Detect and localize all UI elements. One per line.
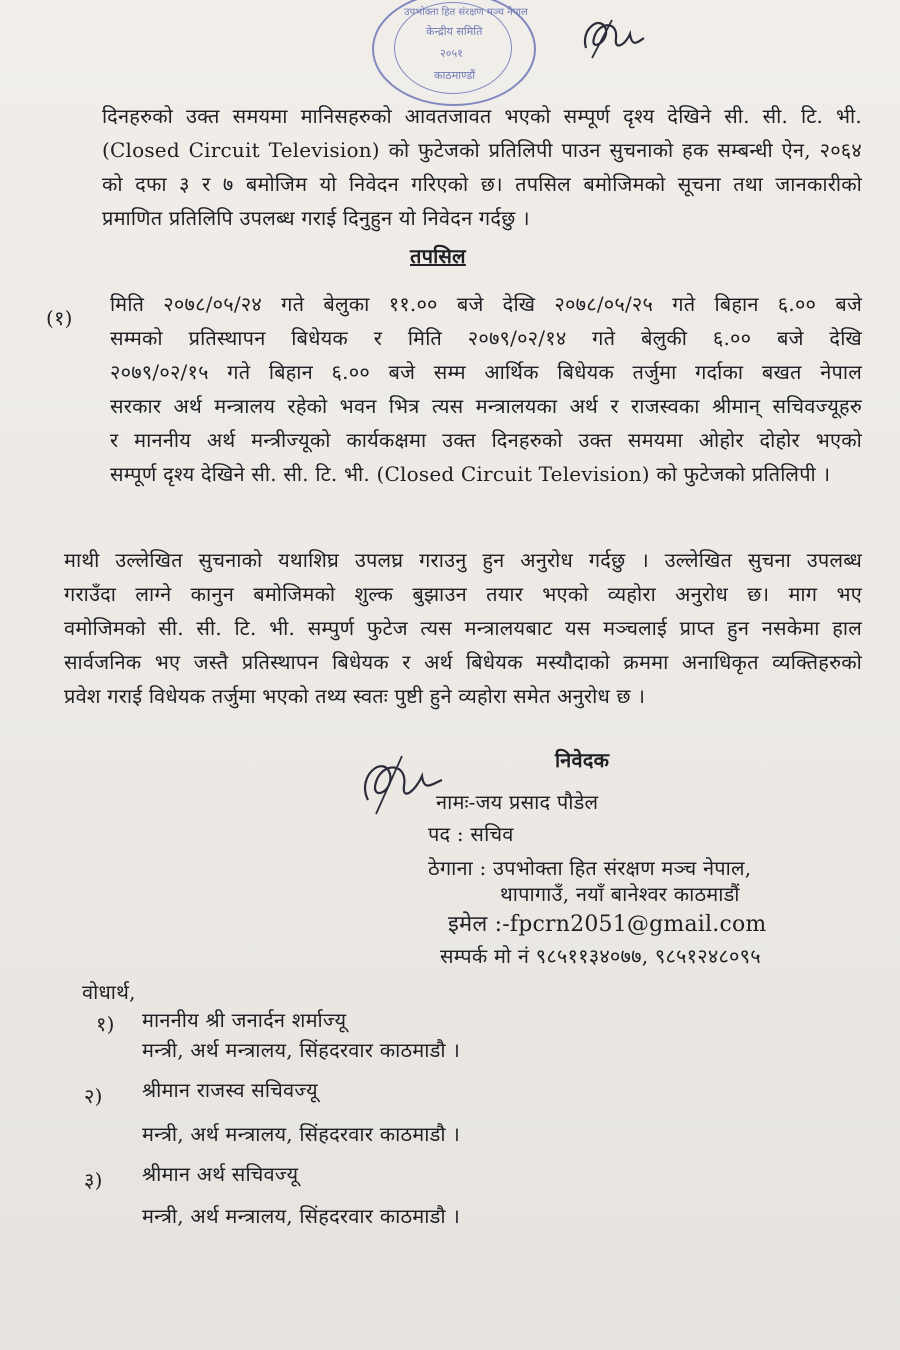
cc-item-name: माननीय श्री जनार्दन शर्माज्यू [142,1008,347,1032]
item-line: २०७९/०२/१५ गते बिहान ६.०० बजे सम्म आर्थिक बिधेयक तर्जुमा गर्दाका बखत नेपाल [110,360,862,384]
stamp-ring-text: उपभोक्ता हित संरक्षण मञ्च नेपाल [404,7,528,18]
cc-item-name: श्रीमान राजस्व सचिवज्यू [142,1078,318,1102]
item-line: सम्मको प्रतिस्थापन बिधेयक र मिति २०७९/०२/१४ गते बेलुकी ६.०० बजे देखि [110,326,862,350]
applicant-address-line-2: थापागाउँ, नयाँ बानेश्वर काठमाडौं [500,882,740,906]
applicant-signature [350,742,450,820]
cc-item-number: २) [84,1084,103,1108]
cc-item-office: मन्त्री, अर्थ मन्त्रालय, सिंहदरवार काठमाडौ । [142,1204,461,1228]
cc-title: वोधार्थ, [82,980,136,1004]
request-line: माथी उल्लेखित सुचनाको यथाशिघ्र उपलघ्र गराउनु हुन अनुरोध गर्दछु । उल्लेखित सुचना उपलब्ध [64,548,862,572]
applicant-phone: सम्पर्क मो नं ९८५११३४०७७, ९८५१२४८०९५ [440,944,761,968]
request-line: प्रवेश गराई विधेयक तर्जुमा भएको तथ्य स्वतः पुष्टी हुने व्यहोरा समेत अनुरोध छ । [64,684,646,708]
cc-item-name: श्रीमान अर्थ सचिवज्यू [142,1162,299,1186]
applicant-address-line-1: ठेगाना : उपभोक्ता हित संरक्षण मञ्च नेपाल, [428,856,752,880]
stamp-line-1: केन्द्रीय समिति [426,25,483,38]
cc-item-number: ३) [84,1168,103,1192]
stamp-line-3: काठमाण्डौं [434,69,476,82]
item-line: सरकार अर्थ मन्त्रालय रहेको भवन भित्र त्यस मन्त्रालयका अर्थ र राजस्वका श्रीमान् सचिवज्यूहरु [110,394,862,418]
item-number: (१) [46,306,73,330]
cc-item-office: मन्त्री, अर्थ मन्त्रालय, सिंहदरवार काठमाडौ । [142,1038,461,1062]
intro-line: प्रमाणित प्रतिलिपि उपलब्ध गराई दिनुहुन यो निवेदन गर्दछु । [102,206,530,230]
organization-stamp [372,0,536,106]
intro-line: दिनहरुको उक्त समयमा मानिसहरुको आवतजावत भएको सम्पूर्ण दृश्य देखिने सी. सी. टि. भी. [102,104,862,128]
intro-line: को दफा ३ र ७ बमोजिम यो निवेदन गरिएको छ। तपसिल बमोजिमको सूचना तथा जानकारीको [102,172,862,196]
cc-item-office: मन्त्री, अर्थ मन्त्रालय, सिंहदरवार काठमाडौ । [142,1122,461,1146]
item-line: सम्पूर्ण दृश्य देखिने सी. सी. टि. भी. (Closed Circuit Television) को फुटेजको प्रतिलिपी । [110,462,831,486]
item-line: र माननीय अर्थ मन्त्रीज्यूको कार्यकक्षमा उक्त दिनहरुको उक्त समयमा ओहोर दोहोर भएको [110,428,862,452]
request-line: सार्वजनिक भए जस्तै प्रतिस्थापन बिधेयक र अर्थ बिधेयक मस्यौदाको क्रममा अनाधिकृत व्यक्तिहरुको [64,650,862,674]
applicant-name: नामः-जय प्रसाद पौडेल [436,790,599,814]
request-line: वमोजिमको सी. सी. टि. भी. सम्पुर्ण फुटेज त्यस मन्त्रालयबाट यस मञ्चलाई प्राप्त हुन नसकेमा हाल [64,616,862,640]
applicant-post: पद : सचिव [428,822,514,846]
applicant-email: इमेल :-fpcrn2051@gmail.com [448,912,767,937]
item-line: मिति २०७८/०५/२४ गते बेलुका ११.०० बजे देखि २०७८/०५/२५ गते बिहान ६.०० बजे [110,292,862,316]
top-signature [572,8,652,68]
cc-item-number: १) [96,1012,115,1036]
intro-line: (Closed Circuit Television) को फुटेजको प्रतिलिपी पाउन सुचनाको हक सम्बन्धी ऐन, २०६४ [102,138,862,162]
applicant-title: निवेदक [555,748,610,772]
stamp-line-2: २०५१ [440,47,463,60]
request-line: गराउँदा लाग्ने कानुन बमोजिमको शुल्क बुझाउन तयार भएको व्यहोरा अनुरोध छ। माग भए [64,582,862,606]
section-heading: तपसिल [410,244,466,268]
